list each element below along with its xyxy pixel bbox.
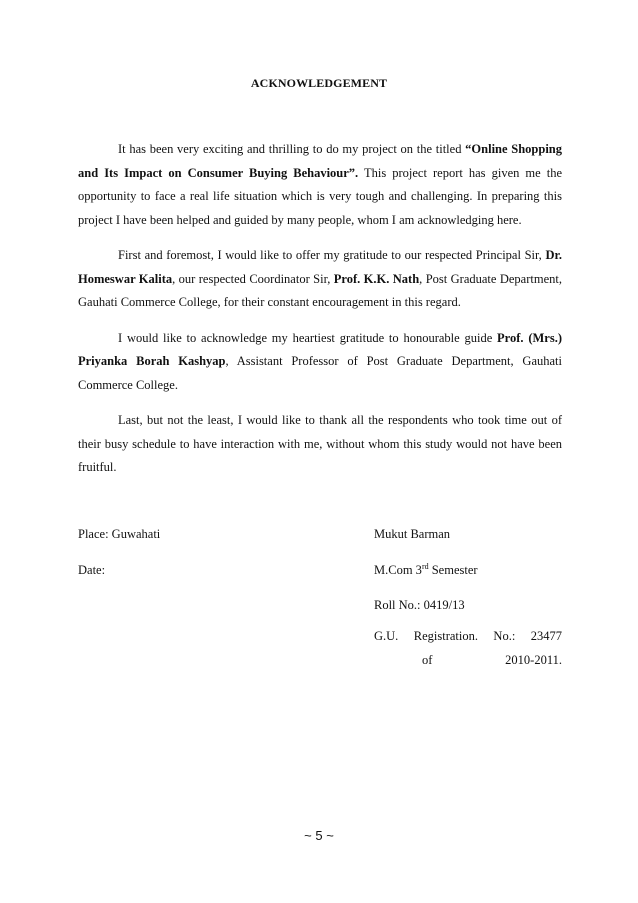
place-label: Place: Guwahati [78,527,161,541]
registration-session: 2010-2011. [505,653,562,667]
paragraph-text: This project report has given me the opportunity to face a real life situation which is very tough and challenging. In preparing this project I have been helped and guided by many people, whom I am acknowledging here. [78,165,562,227]
registration-word: Registration. [413,629,478,643]
paragraph-3 [78,327,562,398]
paragraph-1 [78,138,562,232]
registration-line [374,629,562,644]
paragraph-2 [78,244,562,315]
paragraph-4 [78,409,562,480]
page-title: ACKNOWLEDGEMENT [250,76,388,90]
roll-number: Roll No.: 0419/13 [374,598,465,612]
paragraph-text: Last, but not the least, I would like to thank all the respondents who took time out of their busy schedule to have interaction with me, without whom this study would not have been fruitful. [78,413,562,474]
acknowledgement-body [78,138,562,492]
paragraph-text: , Assistant Professor of Post Graduate Department, Gauhati Commerce College. [78,354,562,392]
course-text: Semester [428,563,478,577]
page-number: ~ 5 ~ [304,828,334,843]
registration-word: of [422,653,433,667]
registration-line-2 [422,653,562,668]
course-semester [374,563,478,578]
paragraph-text: I would like to acknowledge my heartiest gratitude to honourable guide [118,330,498,345]
registration-number: 23477 [530,629,562,643]
registration-word: No.: [493,629,516,643]
date-label: Date: [78,563,106,577]
principal-name: Dr. Homeswar Kalita [78,248,562,286]
paragraph-text: , our respected Coordinator Sir, [172,271,334,286]
course-superscript: rd [421,561,429,571]
registration-word: G.U. [374,629,399,643]
paragraph-text: First and foremost, I would like to offer my gratitude to our respected Principal Sir, [118,248,546,262]
guide-name: Prof. (Mrs.) Priyanka Borah Kashyap [78,330,562,368]
paragraph-text: It has been very exciting and thrilling to do my project on the titled [118,142,466,156]
coordinator-name: Prof. K.K. Nath [333,271,420,286]
paragraph-text: , Post Graduate Department, Gauhati Commerce College, for their constant encouragement in this regard. [78,271,562,309]
project-title: “Online Shopping and Its Impact on Consumer Buying Behaviour”. [78,142,562,180]
course-text: M.Com 3 [374,563,422,577]
student-name: Mukut Barman [374,527,451,541]
